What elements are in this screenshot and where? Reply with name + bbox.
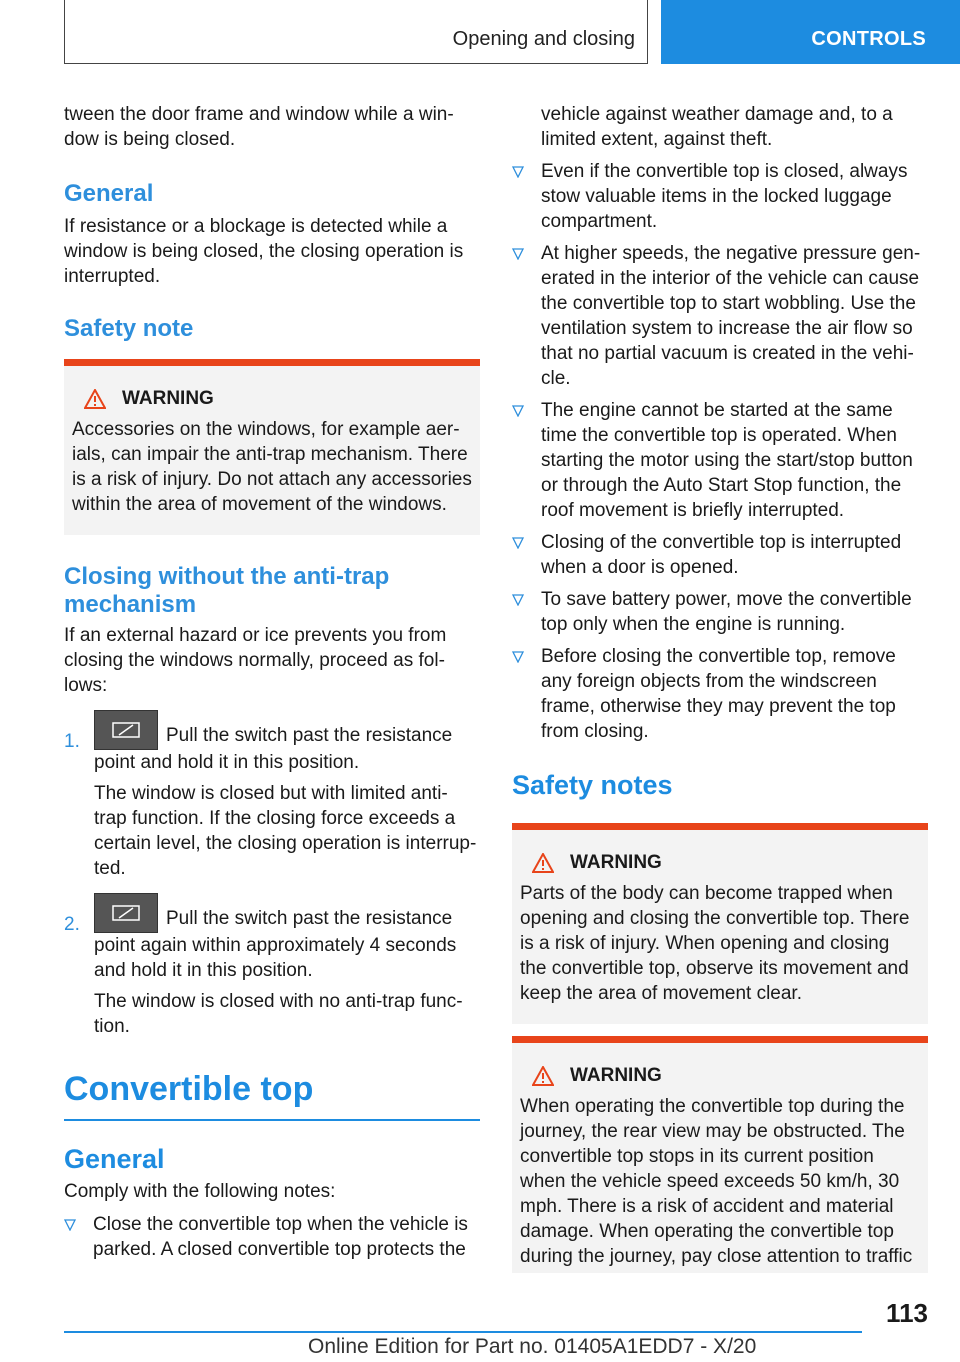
- footer-rule: [64, 1331, 862, 1333]
- page-number: 113: [886, 1298, 928, 1328]
- step-list: [64, 710, 480, 1039]
- bullet-triangle-icon: [512, 537, 524, 549]
- warning-box: [512, 823, 928, 1024]
- bullet-triangle-icon: [512, 405, 524, 417]
- step-number: 1.: [64, 731, 80, 752]
- bullet-item: Closing of the convertible top is interrupted when a door is opened.: [512, 530, 928, 580]
- bullet-item: Even if the convertible top is closed, always stow valuable items in the locked luggage compartment.: [512, 159, 928, 234]
- warning-box: [512, 1036, 928, 1273]
- step-item: [64, 710, 480, 881]
- footer-edition: Online Edition for Part no. 01405A1EDD7 - X/20: [308, 1335, 757, 1358]
- warning-icon: [532, 1066, 554, 1086]
- bullet-list-right: [512, 159, 928, 744]
- bullet-triangle-icon: [64, 1219, 76, 1231]
- safety-note-heading: Safety note: [64, 315, 194, 342]
- general-heading-2: General: [64, 1143, 165, 1174]
- window-switch-icon: [94, 710, 158, 750]
- bullet-triangle-icon: [512, 248, 524, 260]
- warning-title: WARNING: [570, 852, 662, 873]
- bullet-triangle-icon: [512, 651, 524, 663]
- warning-title: WARNING: [570, 1065, 662, 1086]
- bullet-item: At higher speeds, the negative pressure generated in the interior of the vehicle can cause the convertible top to start wobbling. Use the ventilation system to increase the air flow so that no partial vacuum is created in the vehicle.: [512, 241, 928, 391]
- intro-text: tween the door frame and window while a window is being closed.: [64, 104, 454, 150]
- step-note: The window is closed but with limited anti-trap function. If the closing force exceeds a certain level, the closing operation is interrupted.: [94, 783, 477, 879]
- warning-text: Accessories on the windows, for example aerials, can impair the anti-trap mechanism. There is a risk of injury. Do not attach any accessories within the area of movement of the windows.: [72, 419, 472, 515]
- window-switch-icon: [94, 893, 158, 933]
- bullet-item: Close the convertible top when the vehicle is parked. A closed convertible top protects the: [64, 1212, 480, 1262]
- general-text: If resistance or a blockage is detected while a window is being closed, the closing operation is interrupted.: [64, 216, 464, 287]
- closing-text: If an external hazard or ice prevents you from closing the windows normally, proceed as follows:: [64, 625, 447, 696]
- closing-heading: Closing without the anti-trap mechanism: [64, 563, 390, 618]
- warning-title: WARNING: [122, 388, 214, 409]
- step-item: [64, 893, 480, 1039]
- right-column: [512, 102, 928, 1273]
- warning-text: Parts of the body can become trapped when opening and closing the convertible top. There is a risk of injury. When opening and closing the convertible top, observe its movement and keep the area of movement clear.: [520, 883, 910, 1004]
- bullet-item: To save battery power, move the convertible top only when the engine is running.: [512, 587, 928, 637]
- bullet-item: Before closing the convertible top, remove any foreign objects from the windscreen frame, otherwise they may prevent the top from closing.: [512, 644, 928, 744]
- warning-icon: [532, 853, 554, 873]
- step-text: Pull the switch past the resistance point and hold it in this position.: [94, 725, 453, 773]
- general-heading: General: [64, 180, 154, 207]
- step-text: Pull the switch past the resistance point again within approximately 4 seconds and hold it in this position.: [94, 908, 457, 981]
- header-section-box: [64, 0, 648, 64]
- warning-text: When operating the convertible top during the journey, the rear view may be obstructed. The convertible top stops in its current position when the vehicle speed exceeds 50 km/h, 30 mph. There is a risk of accident and material damage. When operating the convertible top during the journey, pay close attention to traffic: [520, 1096, 913, 1267]
- bullet-item: The engine cannot be started at the same time the convertible top is operated. When starting the motor using the start/stop button or through the Auto Start Stop function, the roof movement is briefly interrupted.: [512, 398, 928, 523]
- safety-notes-heading: Safety notes: [512, 770, 673, 800]
- step-number: 2.: [64, 914, 80, 935]
- bullet-triangle-icon: [512, 166, 524, 178]
- step-note: The window is closed with no anti-trap function.: [94, 991, 463, 1037]
- continuation-text: vehicle against weather damage and, to a limited extent, against theft.: [541, 104, 893, 150]
- bullet-list-left: [64, 1212, 480, 1262]
- section-title: Opening and closing: [452, 28, 635, 50]
- general-text-2: Comply with the following notes:: [64, 1180, 336, 1202]
- left-column: [64, 102, 480, 1269]
- header-chapter-tab[interactable]: [661, 0, 960, 64]
- bullet-triangle-icon: [512, 594, 524, 606]
- chapter-title: CONTROLS: [811, 28, 926, 50]
- warning-icon: [84, 389, 106, 409]
- warning-box: [64, 359, 480, 535]
- convertible-top-heading: Convertible top: [64, 1070, 314, 1108]
